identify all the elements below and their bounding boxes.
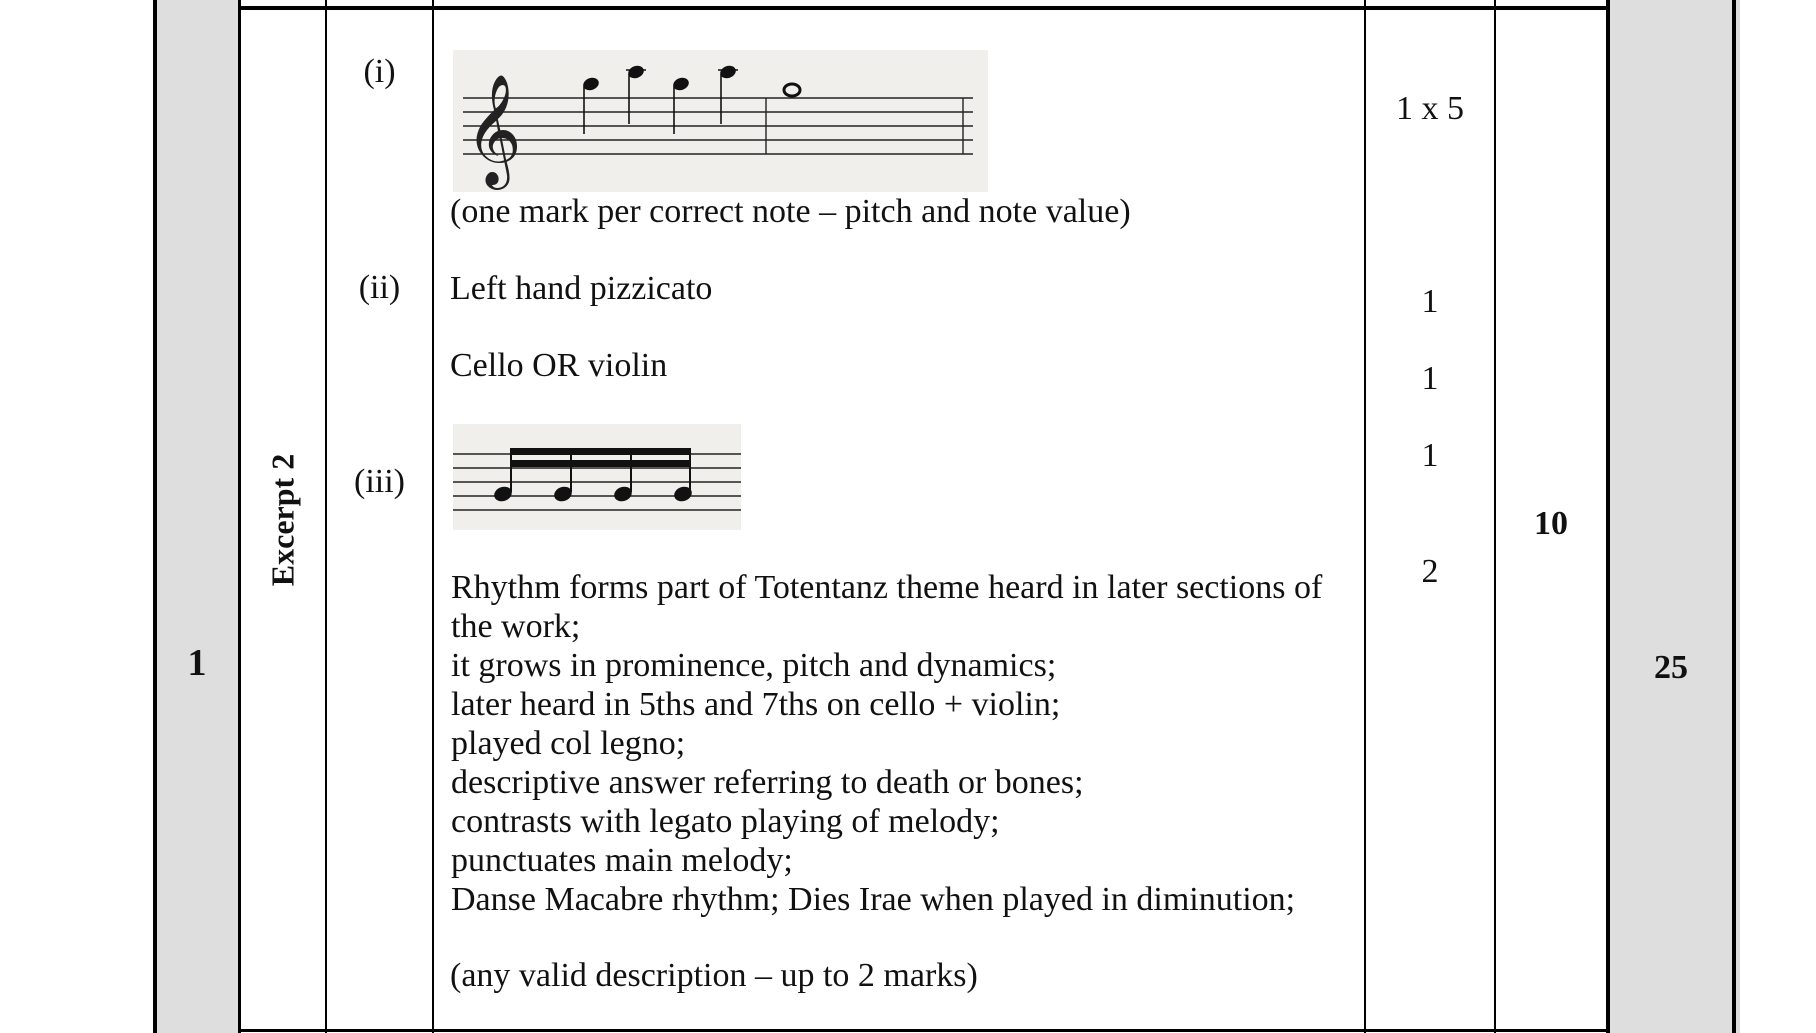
rule-v-1 (153, 0, 157, 1033)
answer-item: contrasts with legato playing of melody; (451, 803, 1000, 840)
part-i-note: (one mark per correct note – pitch and note value) (450, 193, 1131, 230)
part-ii-line2-marks: 1 (1421, 360, 1439, 397)
part-i-marks: 1 x 5 (1396, 90, 1464, 127)
answer-item: later heard in 5ths and 7ths on cello + violin; (451, 686, 1061, 723)
answer-item: Danse Macabre rhythm; Dies Irae when played in diminution; (451, 881, 1296, 918)
excerpt-label: Excerpt 2 (264, 453, 301, 587)
part-ii-line1: Left hand pizzicato (450, 270, 713, 307)
part-ii-line2: Cello OR violin (450, 347, 668, 384)
question-total: 25 (1654, 649, 1688, 686)
answer-item: Rhythm forms part of Totentanz theme heard in later sections of the work; (451, 569, 1323, 645)
question-number: 1 (187, 642, 207, 684)
answer-item: played col legno; (451, 725, 686, 762)
section-total: 10 (1534, 505, 1568, 542)
part-ii-line1-marks: 1 (1421, 283, 1439, 320)
part-iii-notation-marks: 1 (1421, 437, 1439, 474)
rule-bottom (238, 1029, 1610, 1032)
left-shaded-column (156, 0, 240, 1033)
part-label-iii: (iii) (354, 463, 405, 500)
answer-item: descriptive answer referring to death or bones; (451, 764, 1084, 801)
treble-clef-staff-icon (453, 50, 988, 192)
part-iii-footer: (any valid description – up to 2 marks) (450, 957, 978, 994)
answer-item: punctuates main melody; (451, 842, 793, 879)
rule-v-5 (1364, 0, 1366, 1033)
rule-v-7 (1606, 0, 1610, 1033)
rule-v-8 (1732, 0, 1736, 1033)
answer-item: it grows in prominence, pitch and dynamics; (451, 647, 1057, 684)
part-label-ii: (ii) (358, 269, 401, 306)
rule-v-2 (238, 0, 241, 1033)
rule-top (238, 6, 1610, 10)
part-label-i: (i) (363, 53, 396, 90)
part-iii-answers (451, 568, 1351, 919)
right-shaded-column (1610, 0, 1740, 1033)
svg-text:𝄞: 𝄞 (465, 73, 522, 185)
rule-v-4 (432, 0, 434, 1033)
part-iii-description-marks: 2 (1421, 553, 1439, 590)
sixteenth-notes-staff-icon (453, 424, 741, 530)
rule-v-3 (325, 0, 327, 1033)
